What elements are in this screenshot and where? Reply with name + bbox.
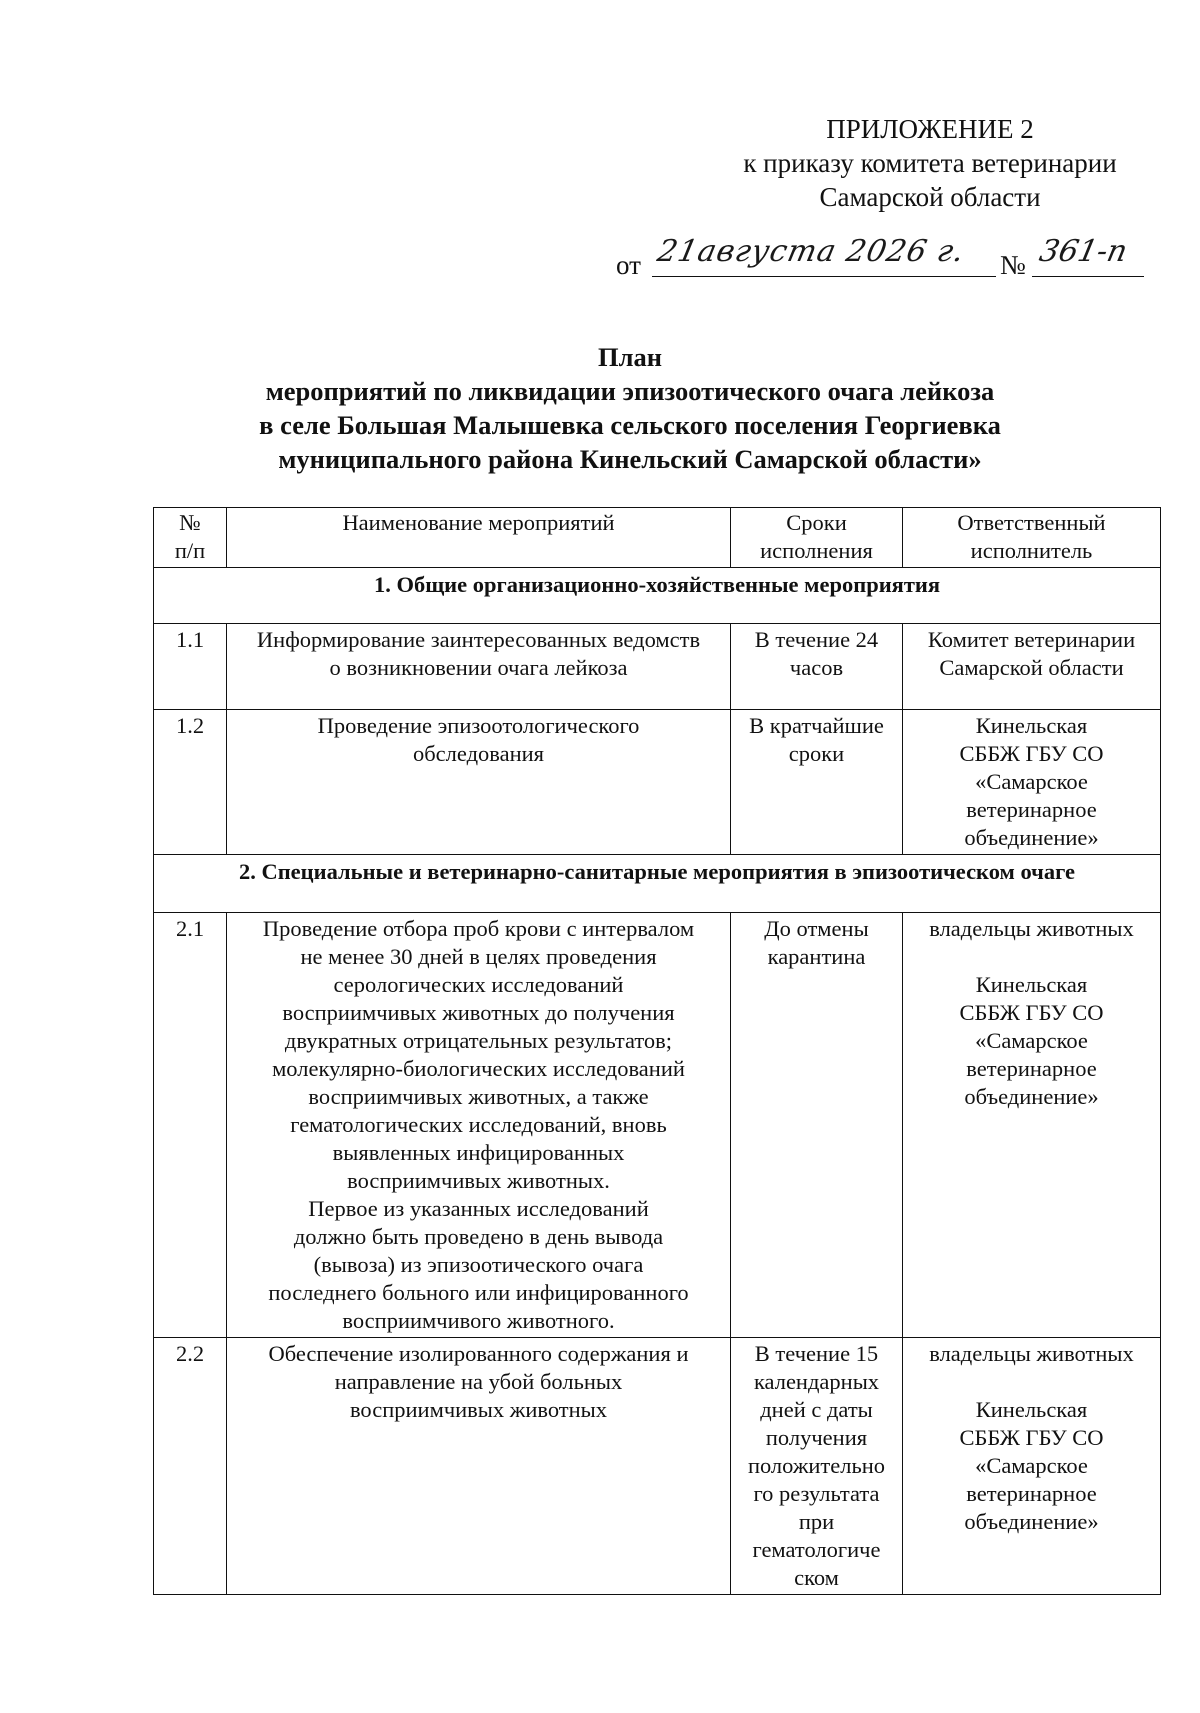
row-name-line: Первое из указанных исследований: [308, 1196, 649, 1221]
row-term-line: часов: [789, 655, 844, 680]
header-num: [154, 508, 227, 568]
row-name-line: Проведение отбора проб крови с интервалом: [262, 916, 695, 941]
row-resp-owner: владельцы животных: [929, 1341, 1134, 1366]
row-resp-spacer: [909, 943, 1154, 971]
header-term-line: Сроки: [786, 510, 847, 535]
order-date-handwritten: 21августа 2026 г.: [654, 234, 969, 269]
row-name-line: двукратных отрицательных результатов;: [284, 1028, 673, 1053]
row-name-line: Обеспечение изолированного содержания и: [268, 1341, 689, 1366]
row-name: [227, 1338, 731, 1595]
row-resp-line: «Самарское: [975, 769, 1088, 794]
plan-title: [150, 340, 1110, 476]
plan-table: [153, 507, 1161, 1595]
header-term-line: исполнения: [760, 538, 873, 563]
row-name-line: восприимчивых животных, а также: [308, 1084, 649, 1109]
row-name-line: не менее 30 дней в целях проведения: [300, 944, 657, 969]
row-term-line: карантина: [767, 944, 866, 969]
row-resp-line: СББЖ ГБУ СО: [959, 1425, 1104, 1450]
plan-title-line-1: План: [598, 342, 662, 372]
row-resp-line: ветеринарное: [966, 1481, 1097, 1506]
row-name: [227, 710, 731, 855]
row-name-line: Проведение эпизоотологического: [317, 713, 640, 738]
row-resp-line: объединение»: [964, 1509, 1099, 1534]
row-resp-line: ветеринарное: [966, 797, 1097, 822]
header-resp-line: исполнитель: [970, 538, 1093, 563]
row-resp: [903, 1338, 1161, 1595]
row-name: [227, 624, 731, 710]
row-resp-line: Кинельская: [975, 1397, 1088, 1422]
row-resp-line: Самарской области: [939, 655, 1124, 680]
row-resp: [903, 913, 1161, 1338]
appendix-line-2: Самарской области: [819, 182, 1041, 212]
row-term-line: го результата: [753, 1481, 880, 1506]
row-resp-line: объединение»: [964, 825, 1099, 850]
row-num: 2.1: [154, 913, 227, 1338]
header-resp-line: Ответственный: [957, 510, 1106, 535]
row-resp-line: Кинельская: [975, 713, 1088, 738]
row-name-line: восприимчивого животного.: [342, 1308, 615, 1333]
row-name-line: молекулярно-биологических исследований: [272, 1056, 685, 1081]
plan-title-line-2: мероприятий по ликвидации эпизоотического очага лейкоза: [265, 376, 995, 406]
table-row: [154, 710, 1161, 855]
row-resp-line: СББЖ ГБУ СО: [959, 741, 1104, 766]
row-term-line: при: [798, 1509, 835, 1534]
row-term: [731, 913, 903, 1338]
appendix-line-1: к приказу комитета ветеринарии: [743, 148, 1117, 178]
row-num: 1.2: [154, 710, 227, 855]
table-row: [154, 624, 1161, 710]
row-name-line: восприимчивых животных: [349, 1397, 608, 1422]
order-date-field: [652, 236, 996, 277]
row-term-line: В течение 15: [754, 1341, 879, 1366]
row-term-line: календарных: [753, 1369, 880, 1394]
plan-title-line-4: муниципального района Кинельский Самарской области»: [278, 444, 982, 474]
row-resp-line: Комитет ветеринарии: [927, 627, 1136, 652]
row-name-line: восприимчивых животных.: [347, 1168, 610, 1193]
row-term: [731, 624, 903, 710]
row-resp-line: объединение»: [964, 1084, 1099, 1109]
row-name-line: серологических исследований: [333, 972, 624, 997]
row-resp-spacer: [909, 1368, 1154, 1396]
table-row: [154, 1338, 1161, 1595]
appendix-header: [700, 112, 1160, 214]
header-name: Наименование мероприятий: [227, 508, 731, 568]
row-term-line: До отмены: [764, 916, 869, 941]
row-name: [227, 913, 731, 1338]
header-num-line: №: [179, 510, 201, 535]
row-resp: [903, 710, 1161, 855]
header-resp: [903, 508, 1161, 568]
row-resp-line: ветеринарное: [966, 1056, 1097, 1081]
appendix-title: ПРИЛОЖЕНИЕ 2: [826, 114, 1034, 144]
row-term-line: сроки: [788, 741, 845, 766]
row-resp-line: «Самарское: [975, 1453, 1088, 1478]
row-name-line: выявленных инфицированных: [332, 1140, 625, 1165]
order-number-label: №: [1000, 250, 1026, 280]
plan-title-line-3: в селе Большая Малышевка сельского поселения Георгиевка: [259, 410, 1001, 440]
row-name-line: направление на убой больных: [334, 1369, 623, 1394]
row-term-line: гематологиче: [752, 1537, 881, 1562]
row-resp: [903, 624, 1161, 710]
row-name-line: (вывоза) из эпизоотического очага: [313, 1252, 644, 1277]
section-title: 2. Специальные и ветеринарно-санитарные мероприятия в эпизоотическом очаге: [154, 855, 1161, 913]
row-term-line: В течение 24: [754, 627, 879, 652]
order-number-field: [1032, 236, 1144, 277]
row-resp-line: Кинельская: [975, 972, 1088, 997]
row-name-line: обследования: [412, 741, 545, 766]
row-resp-line: СББЖ ГБУ СО: [959, 1000, 1104, 1025]
order-number-handwritten: 361-п: [1036, 234, 1131, 269]
section-row-1: [154, 568, 1161, 624]
table-header-row: [154, 508, 1161, 568]
row-term: [731, 1338, 903, 1595]
order-date-number: [612, 236, 1172, 284]
row-term: [731, 710, 903, 855]
section-title: 1. Общие организационно-хозяйственные мероприятия: [154, 568, 1161, 624]
row-term-line: В кратчайшие: [749, 713, 884, 738]
row-name-line: гематологических исследований, вновь: [290, 1112, 667, 1137]
row-name-line: о возникновении очага лейкоза: [329, 655, 628, 680]
row-name-line: Информирование заинтересованных ведомств: [256, 627, 701, 652]
row-resp-line: «Самарское: [975, 1028, 1088, 1053]
row-resp-owner: владельцы животных: [929, 916, 1134, 941]
row-name-line: восприимчивых животных до получения: [282, 1000, 675, 1025]
row-term-line: ском: [794, 1565, 839, 1590]
table-row: [154, 913, 1161, 1338]
section-row-2: [154, 855, 1161, 913]
row-term-line: положительно: [747, 1453, 886, 1478]
row-name-line: должно быть проведено в день вывода: [293, 1224, 664, 1249]
row-term-line: дней с даты: [760, 1397, 873, 1422]
row-num: 1.1: [154, 624, 227, 710]
row-term-line: получения: [765, 1425, 868, 1450]
row-num: 2.2: [154, 1338, 227, 1595]
header-num-line: п/п: [174, 538, 206, 563]
row-name-line: последнего больного или инфицированного: [268, 1280, 689, 1305]
order-prefix: от: [616, 250, 641, 280]
header-term: [731, 508, 903, 568]
